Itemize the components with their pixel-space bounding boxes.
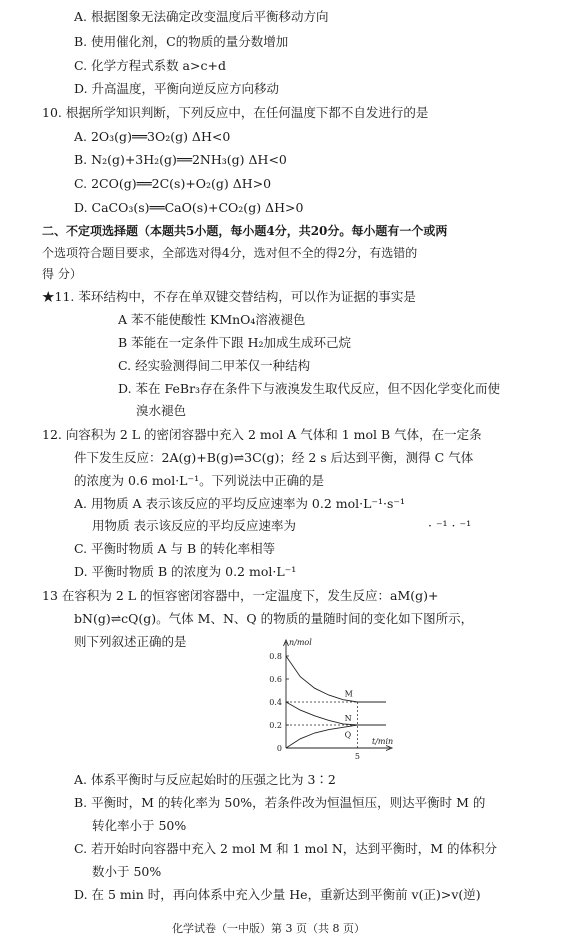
q13-option-d: D. 在 5 min 时，再向体系中充入少量 He，重新达到平衡前 v(正)>v(逆) bbox=[74, 887, 481, 902]
q12-stem-line-3: 的浓度为 0.6 mol·L⁻¹。下列说法中正确的是 bbox=[74, 473, 325, 488]
y-tick-label: 0.6 bbox=[269, 675, 282, 684]
series-label-N: N bbox=[344, 713, 352, 723]
q12-stem-line-2: 件下发生反应：2A(g)+B(g)⇌3C(g)；经 2 s 后达到平衡，测得 C 气体 bbox=[74, 450, 474, 465]
q11-option-c: C. 经实验测得间二甲苯仅一种结构 bbox=[118, 358, 311, 373]
section-2-heading-line-1: 二、不定项选择题（本题共5小题，每小题4分，共20分。每小题有一个或两 bbox=[42, 224, 448, 238]
q10-option-c: C. 2CO(g)══2C(s)+O₂(g) ΔH>0 bbox=[74, 176, 272, 191]
q12-option-b-fragment-tail: · ⁻¹ · ⁻¹ bbox=[428, 518, 472, 533]
series-label-M: M bbox=[344, 689, 353, 699]
series-line-N bbox=[286, 702, 386, 725]
q11-option-a: A 苯不能使酸性 KMnO₄溶液褪色 bbox=[118, 312, 306, 327]
q13-stem-line-2: bN(g)⇌cQ(g)。气体 M、N、Q 的物质的量随时间的变化如下图所示， bbox=[74, 611, 474, 626]
page-footer: 化学试卷（一中版）第 3 页（共 8 页） bbox=[172, 922, 365, 935]
q13-stem-line-3: 则下列叙述正确的是 bbox=[74, 634, 187, 649]
x-tick-label: 5 bbox=[354, 752, 360, 761]
series-line-Q bbox=[286, 725, 386, 748]
q9-option-a: A. 根据图象无法确定改变温度后平衡移动方向 bbox=[74, 9, 329, 24]
q10-stem: 10. 根据所学知识判断，下列反应中，在任何温度下都不自发进行的是 bbox=[42, 105, 429, 120]
section-2-heading-line-3: 得 分） bbox=[42, 267, 82, 281]
y-tick-label: 0 bbox=[276, 744, 282, 753]
q12-stem-line-1: 12. 向容积为 2 L 的密闭容器中充入 2 mol A 气体和 1 mol B 气体，在一定条 bbox=[42, 427, 482, 442]
q13-option-b-line-1: B. 平衡时，M 的转化率为 50%，若条件改为恒温恒压，则达平衡时 M 的 bbox=[74, 795, 486, 810]
q13-chart bbox=[262, 636, 396, 766]
q10-option-a: A. 2O₃(g)══3O₂(g) ΔH<0 bbox=[74, 129, 231, 144]
q9-option-b: B. 使用催化剂，C的物质的量分数增加 bbox=[74, 34, 289, 49]
q13-option-c-line-1: C. 若开始时向容器中充入 2 mol M 和 1 mol N，达到平衡时，M 的体积分 bbox=[74, 841, 498, 856]
chart-axes bbox=[284, 640, 393, 751]
q12-option-a: A. 用物质 A 表示该反应的平均反应速率为 0.2 mol·L⁻¹·s⁻¹ bbox=[74, 496, 406, 511]
q13-option-b-line-2: 转化率小于 50% bbox=[92, 818, 187, 833]
series-label-Q: Q bbox=[344, 730, 352, 740]
q11-option-b: B 苯能在一定条件下跟 H₂加成生成环己烷 bbox=[118, 335, 352, 350]
q9-option-d: D. 升高温度，平衡向逆反应方向移动 bbox=[74, 81, 280, 96]
q13-stem-line-1: 13 在容积为 2 L 的恒容密闭容器中，一定温度下，发生反应：aM(g)+ bbox=[42, 588, 439, 603]
q11-option-d-line-2: 溴水褪色 bbox=[136, 403, 187, 418]
q12-option-b-fragment: 用物质 表示该反应的平均反应速率为 bbox=[92, 518, 296, 533]
q12-option-c: C. 平衡时物质 A 与 B 的转化率相等 bbox=[74, 541, 276, 556]
q10-option-d: D. CaCO₃(s)══CaO(s)+CO₂(g) ΔH>0 bbox=[74, 200, 304, 215]
y-tick-label: 0.2 bbox=[269, 721, 282, 730]
x-axis-label: t/min bbox=[372, 737, 394, 746]
q9-option-c: C. 化学方程式系数 a>c+d bbox=[74, 58, 226, 73]
y-tick-label: 0.8 bbox=[269, 652, 282, 661]
q13-option-a: A. 体系平衡时与反应起始时的压强之比为 3∶2 bbox=[74, 772, 336, 787]
section-2-heading-line-2: 个选项符合题目要求，全部选对得4分，选对但不全的得2分，有选错的 bbox=[42, 246, 418, 260]
q11-option-d-line-1: D. 苯在 FeBr₃存在条件下与液溴发生取代反应，但不因化学变化而使 bbox=[118, 381, 501, 396]
series-line-M bbox=[286, 656, 386, 702]
y-axis-label: n/mol bbox=[289, 638, 312, 647]
chart-labels bbox=[269, 638, 393, 761]
q10-option-b: B. N₂(g)+3H₂(g)══2NH₃(g) ΔH<0 bbox=[74, 152, 287, 167]
q12-option-d: D. 平衡时物质 B 的浓度为 0.2 mol·L⁻¹ bbox=[74, 564, 297, 579]
q13-option-c-line-2: 数小于 50% bbox=[92, 864, 162, 879]
q11-stem: ★11. 苯环结构中，不存在单双键交替结构，可以作为证据的事实是 bbox=[42, 289, 416, 304]
y-tick-label: 0.4 bbox=[269, 698, 282, 707]
